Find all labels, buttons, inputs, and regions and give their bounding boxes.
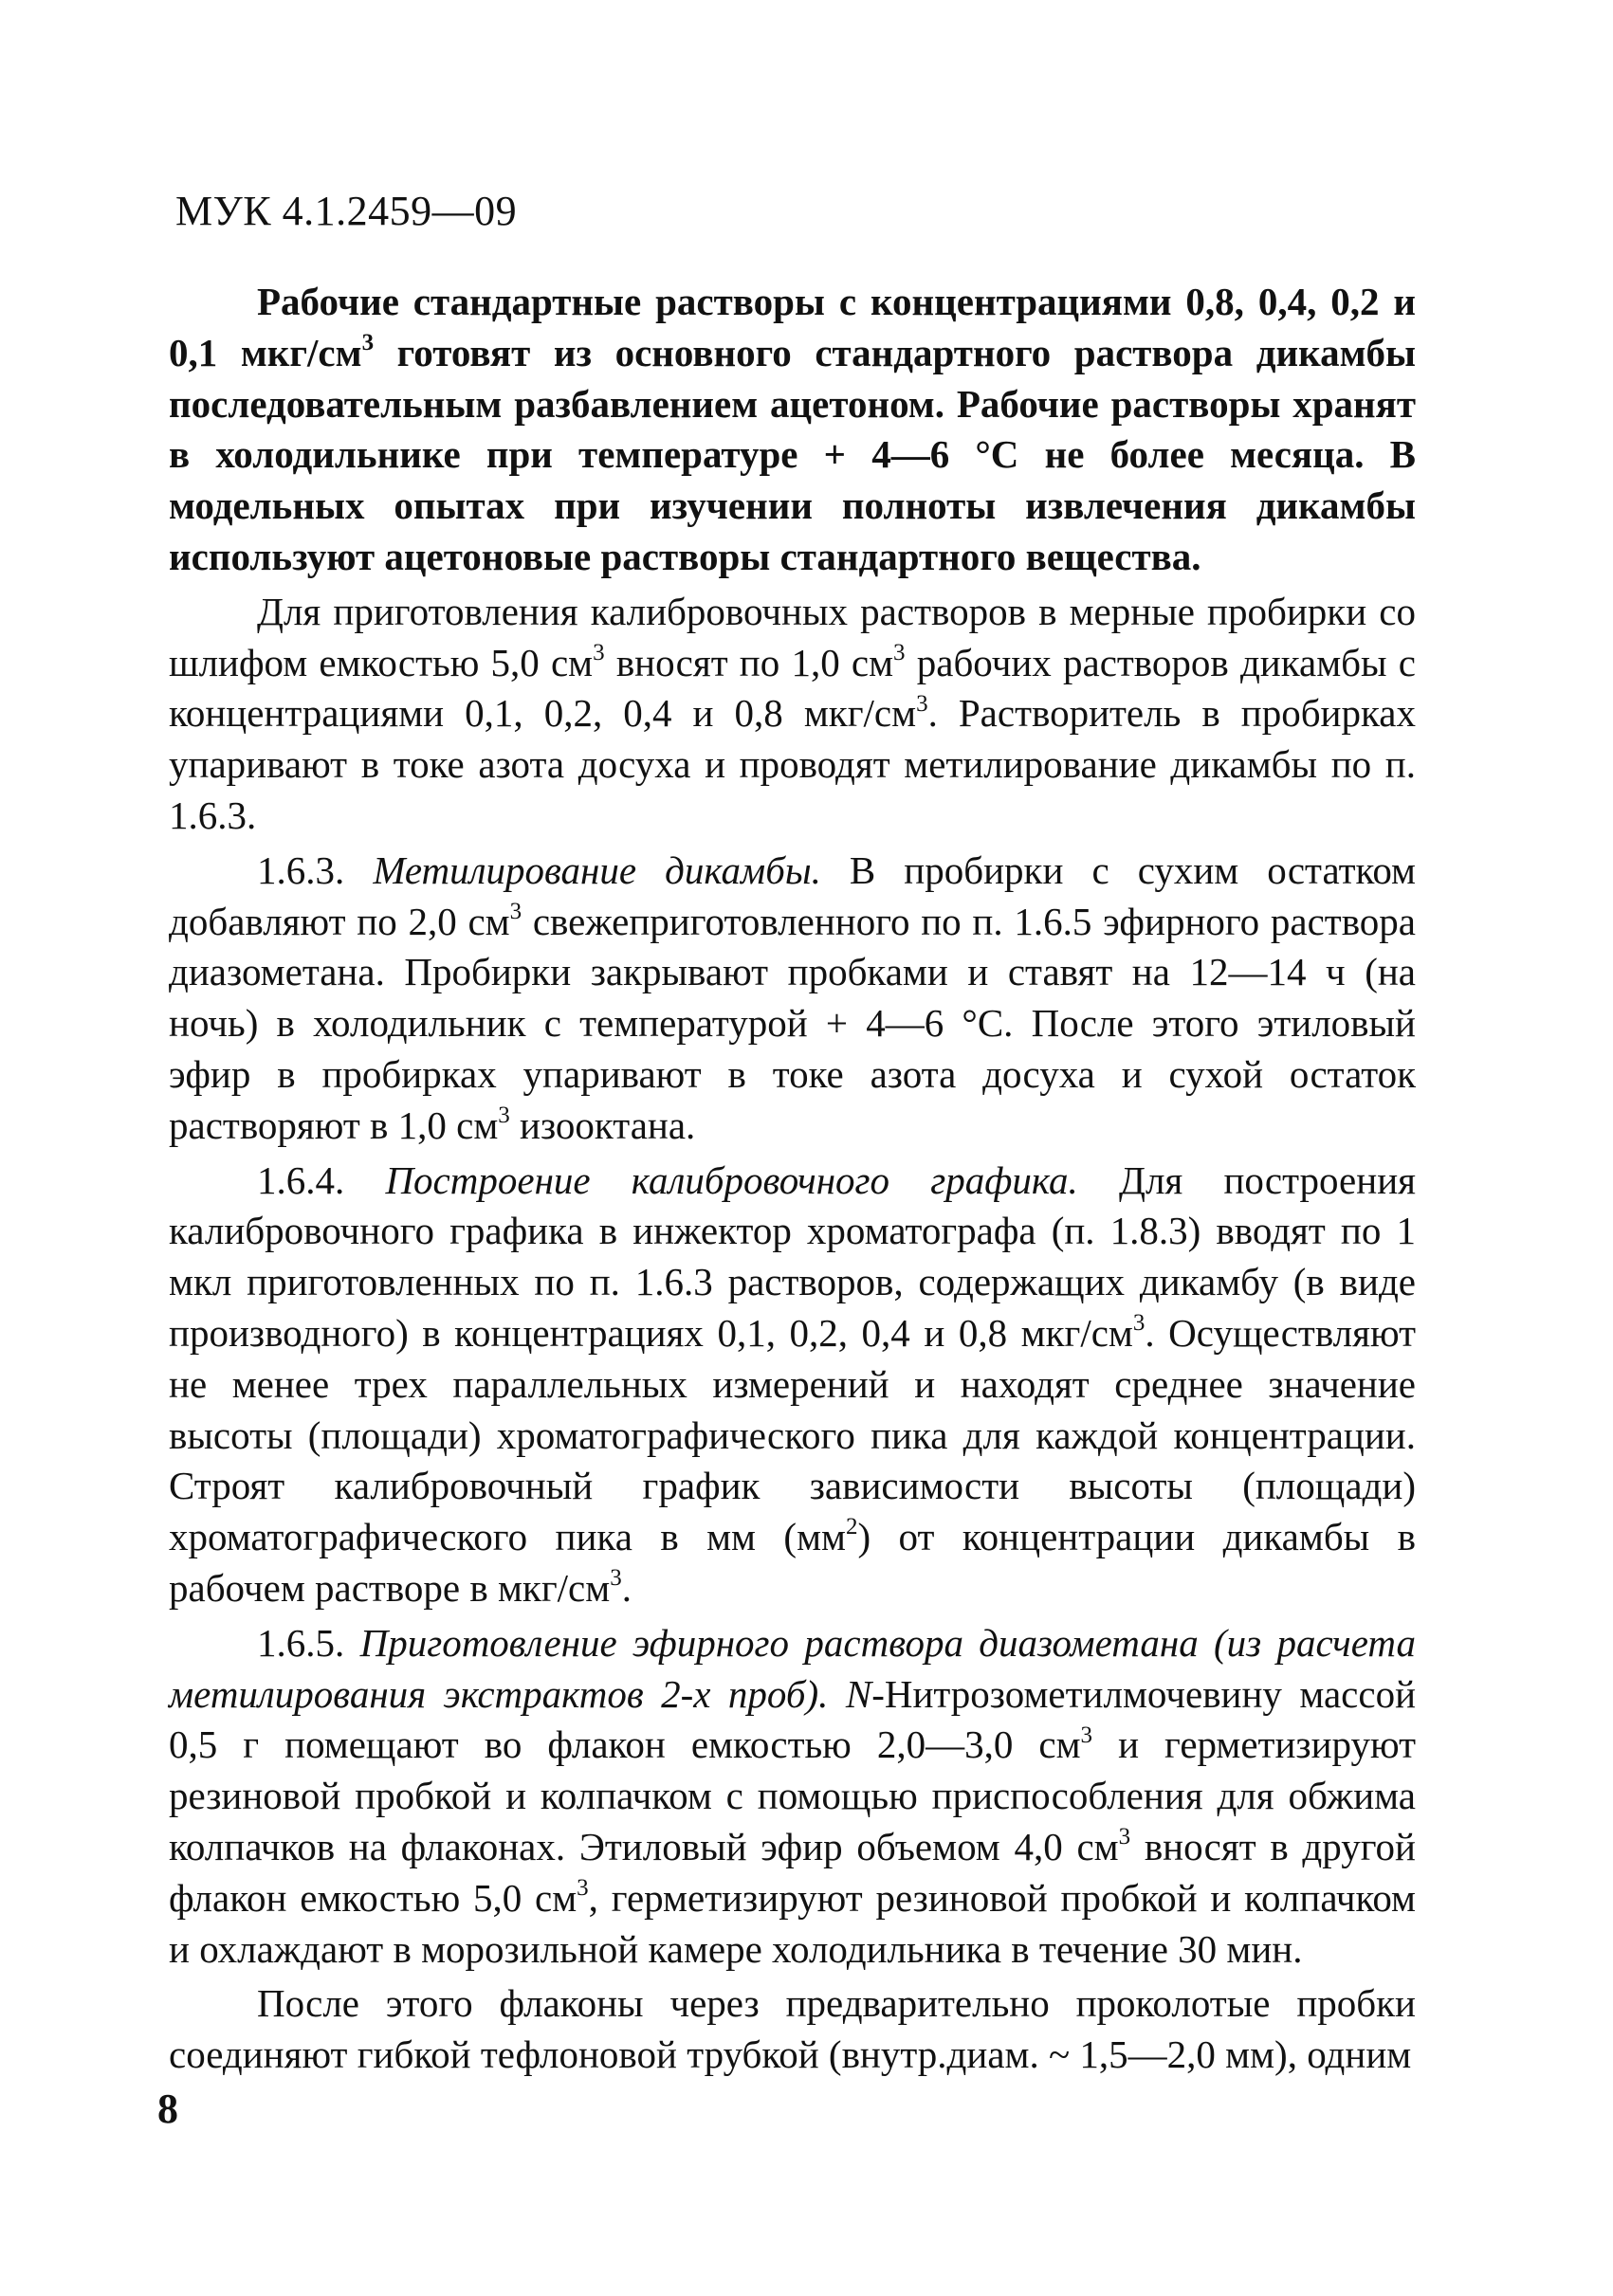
italic-run: N <box>845 1671 872 1716</box>
text-run: ) от концентрации дикамбы в рабочем растворе в мкг/см <box>169 1515 1417 1610</box>
superscript: 3 <box>1132 1310 1146 1337</box>
text-run: . <box>621 1565 632 1610</box>
text-run: 1.6.4. <box>257 1157 386 1202</box>
italic-run: Построение калибровочного графика. <box>385 1157 1078 1202</box>
text-run: После этого флаконы через предварительно проколотые пробки соединяют гибкой тефлоновой трубкой (внутр.диам. ~ 1,5—2,0 мм), одним <box>169 1981 1416 2077</box>
text-run: -Нитрозометилмочевину массой 0,5 г помещают во флакон емкостью 2,0—3,0 см <box>169 1671 1417 1767</box>
text-run: Для построения калибровочного графика в инжектор хроматографа (п. 1.8.3) вводят по 1 мкл приготовленных по п. 1.6.3 растворов, содержащих дикамбу (в виде производного) в концентрациях 0,1, 0,2, 0,4 и 0,8 мкг/см <box>169 1157 1416 1355</box>
paragraph-p5 <box>169 1618 1416 1976</box>
text-run: изооктана. <box>509 1102 696 1147</box>
document-code-header: МУК 4.1.2459—09 <box>175 188 518 234</box>
page-number: 8 <box>157 2086 178 2132</box>
text-run: 1.6.5. <box>257 1620 360 1665</box>
text-run: В пробирки с сухим остатком добавляют по 2,0 см <box>169 847 1416 943</box>
text-run: вносят в другой флакон емкостью 5,0 см <box>169 1824 1416 1920</box>
text-run: вносят по 1,0 см <box>604 640 894 684</box>
superscript: 3 <box>916 690 928 717</box>
text-run: , герметизируют резиновой пробкой и колпачком и охлаждают в морозильной камере холодильника в течение 30 мин. <box>169 1875 1416 1971</box>
text-run: . Осуществляют не менее трех параллельных измерений и находят среднее значение высоты (площади) хроматографического пика для каждой концентрации. Строят калибровочный график зависимости высоты (площади) хроматографического пика в мм (мм <box>169 1310 1416 1559</box>
paragraph-p2 <box>169 587 1416 842</box>
superscript: 3 <box>498 1102 510 1129</box>
paragraph-p1 <box>169 277 1416 583</box>
paragraph-p4 <box>169 1156 1416 1614</box>
text-run <box>828 1672 845 1716</box>
superscript: 3 <box>593 639 605 665</box>
text-run: рабочих растворов дикамбы с концентрациями 0,1, 0,2, 0,4 и 0,8 мкг/см <box>169 640 1416 736</box>
text-run: . Растворитель в пробирках упаривают в токе азота досуха и проводят метилирование дикамбы по п. 1.6.3. <box>169 691 1416 837</box>
text-run: свежеприготовленного по п. 1.6.5 эфирного раствора диазометана. Пробирки закрывают пробками и ставят на 12—14 ч (на ночь) в холодильник с температурой + 4—6 °С. После этого этиловый эфир в пробирках упаривают в токе азота досуха и сухой остаток растворяют в 1,0 см <box>169 899 1416 1147</box>
superscript: 3 <box>509 898 522 924</box>
superscript: 3 <box>1118 1824 1131 1850</box>
paragraph-p6 <box>169 1978 1416 2081</box>
document-body <box>169 277 1416 2081</box>
superscript: 2 <box>845 1514 858 1540</box>
text-run: готовят из основного стандартного раствора дикамбы последовательным разбавлением ацетоном. Рабочие растворы хранят в холодильнике при температуре + 4—6 °С не более месяца. В модельных опытах при изучении полноты извлечения дикамбы используют ацетоновые растворы стандартного вещества. <box>169 330 1417 578</box>
superscript: 3 <box>1080 1722 1093 1748</box>
text-run: Рабочие стандартные растворы с концентрациями 0,8, 0,4, 0,2 и 0,1 мкг/см <box>169 280 1416 374</box>
superscript: 3 <box>577 1875 589 1902</box>
superscript: 3 <box>361 330 375 356</box>
italic-run: Приготовление эфирного раствора диазометана (из расчета метилирования экстрактов 2-х проб). <box>169 1620 1416 1716</box>
text-run: и герметизируют резиновой пробкой и колпачком с помощью приспособления для обжима колпачков на флаконах. Этиловый эфир объемом 4,0 см <box>169 1722 1416 1868</box>
superscript: 3 <box>610 1565 622 1592</box>
text-run: Для приготовления калибровочных растворов в мерные пробирки со шлифом емкостью 5,0 см <box>169 589 1416 684</box>
italic-run: Метилирование дикамбы. <box>373 847 821 892</box>
superscript: 3 <box>893 639 906 665</box>
text-run: 1.6.3. <box>257 847 374 892</box>
paragraph-p3 <box>169 846 1416 1152</box>
